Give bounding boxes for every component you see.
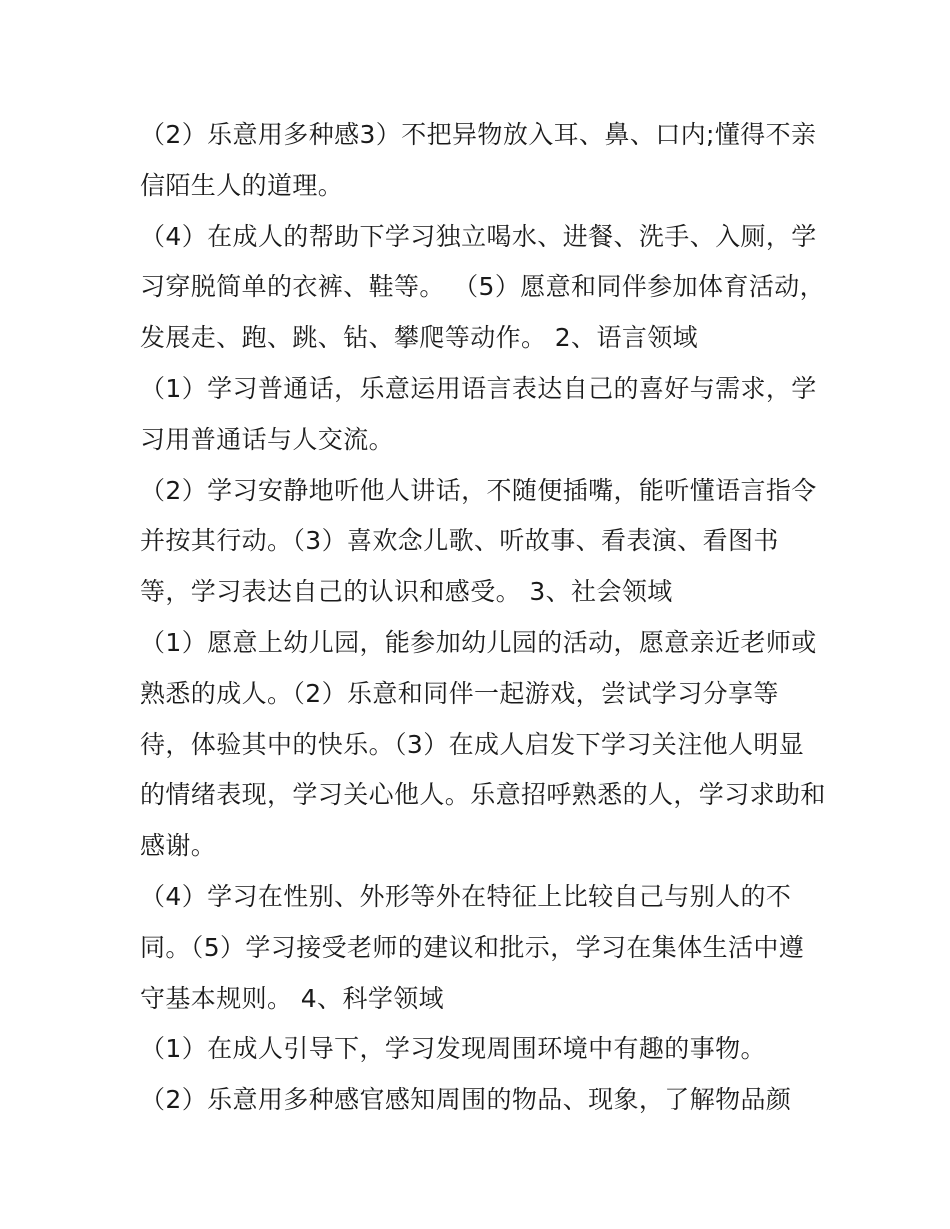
text-line: 熟悉的成人。（2）乐意和同伴一起游戏，尝试学习分享等	[140, 678, 779, 708]
text-line: （2）学习安静地听他人讲话，不随便插嘴，能听懂语言指令	[140, 475, 817, 505]
text-line: （1）愿意上幼儿园，能参加幼儿园的活动，愿意亲近老师或	[140, 627, 817, 657]
text-line: 感谢。	[140, 831, 217, 861]
text-line: 习用普通话与人交流。	[140, 424, 395, 454]
text-line: （4）在成人的帮助下学习独立喝水、进餐、洗手、入厕，学	[140, 221, 817, 251]
text-line: 待，体验其中的快乐。（3）在成人启发下学习关注他人明显	[140, 729, 805, 759]
text-line: （1）在成人引导下，学习发现周围环境中有趣的事物。	[140, 1034, 766, 1064]
text-line: （4）学习在性别、外形等外在特征上比较自己与别人的不	[140, 881, 792, 911]
text-line: 守基本规则。 4、科学领域	[140, 983, 445, 1013]
text-line: 习穿脱简单的衣裤、鞋等。 （5）愿意和同伴参加体育活动，	[140, 272, 826, 302]
text-line: 发展走、跑、跳、钻、攀爬等动作。 2、语言领域	[140, 323, 699, 353]
text-line: 并按其行动。（3）喜欢念儿歌、听故事、看表演、看图书	[140, 526, 779, 556]
text-line: （2）乐意用多种感3）不把异物放入耳、鼻、口内;懂得不亲	[140, 120, 817, 149]
text-line: 等，学习表达自己的认识和感受。 3、社会领域	[140, 577, 673, 607]
text-line: 信陌生人的道理。	[140, 170, 344, 200]
text-line: 的情绪表现，学习关心他人。乐意招呼熟悉的人，学习求助和	[140, 780, 826, 810]
text-line: （2）乐意用多种感官感知周围的物品、现象，了解物品颜	[140, 1085, 792, 1115]
text-line: 同。（5）学习接受老师的建议和批示，学习在集体生活中遵	[140, 932, 805, 962]
document-body	[140, 110, 840, 1126]
text-line: （1）学习普通话，乐意运用语言表达自己的喜好与需求，学	[140, 373, 817, 403]
